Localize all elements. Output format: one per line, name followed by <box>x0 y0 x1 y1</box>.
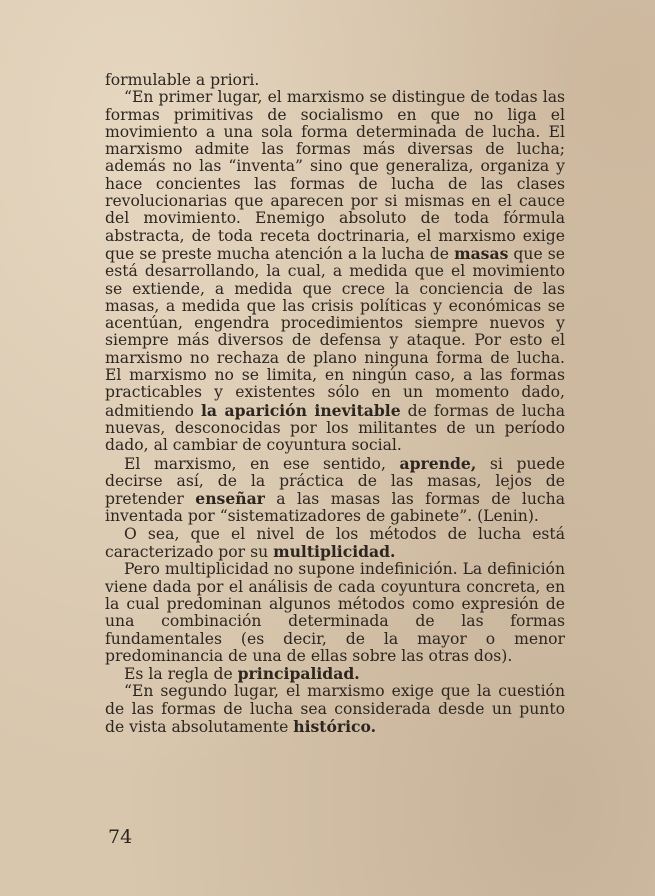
text-run: El marxismo, en ese sentido, <box>124 454 400 473</box>
text-run: a las masas las formas de lucha inventada por “sistematizadores de gabinete”. (Lenin). <box>105 490 566 526</box>
text-run: Es la regla de <box>124 665 238 684</box>
paragraph <box>105 455 565 526</box>
page-number: 74 <box>108 826 133 848</box>
emphasis-text: enseñar <box>195 489 265 509</box>
emphasis-text: la aparición inevitable <box>200 400 401 420</box>
paragraph <box>105 561 565 665</box>
text-run: de formas de lucha nuevas, desconocidas por los militantes de un período dado, al cambiar de coyuntura social. <box>105 401 565 455</box>
paragraph <box>105 665 565 683</box>
text-run: si puede decirse así, de la práctica de las masas, lejos de pretender <box>105 454 565 509</box>
emphasis-text: histórico. <box>293 716 377 736</box>
paragraph <box>105 683 565 736</box>
paragraph <box>105 89 565 454</box>
body-text <box>105 72 565 736</box>
paragraph <box>105 72 565 89</box>
emphasis-text: principalidad. <box>237 664 360 684</box>
text-run: O sea, que el nivel de los métodos de lucha está caracterizado por su <box>105 524 565 562</box>
emphasis-text: aprende, <box>399 453 477 473</box>
emphasis-text: masas <box>454 243 509 263</box>
text-run: formulable a priori. <box>105 71 260 89</box>
text-run: que se está desarrollando, la cual, a medida que el movimiento se extiende, a medida que crece la conciencia de las masas, a medida que las crisis políticas y económicas se acentúan, engendra procedimientos siempre nuevos y siempre más diversos de defensa y ataque. Por esto el marxismo no rechaza de plano ninguna forma de lucha. El marxismo no se limita, en ningún caso, a las formas practicables y existentes sólo en un momento dado, admitiendo <box>105 244 565 420</box>
paragraph <box>105 526 565 562</box>
emphasis-text: multiplicidad. <box>273 542 396 562</box>
text-run: “En segundo lugar, el marxismo exige que la cuestión de las formas de lucha sea considerada desde un punto de vista absolutamente <box>105 682 565 736</box>
text-run: Pero multiplicidad no supone indefinición. La definición viene dada por el análisis de cada coyuntura concreta, en la cual predominan algunos métodos como expresión de una combinación determinada de las formas fundamentales (es decir, de la mayor o menor predominancia de una de ellas sobre las otras dos). <box>105 560 565 665</box>
text-run: “En primer lugar, el marxismo se distingue de todas las formas primitivas de socialismo en que no liga el movimiento a una sola forma determinada de lucha. El marxismo admite las formas más diversas de lucha; además no las “inventa” sino que generaliza, organiza y hace concientes las formas de lucha de las clases revolucionarias que aparecen por si mismas en el cauce del movimiento. Enemigo absoluto de toda fórmula abstracta, de toda receta doctrinaria, el marxismo exige que se preste mucha atención a la lucha de <box>105 88 565 263</box>
